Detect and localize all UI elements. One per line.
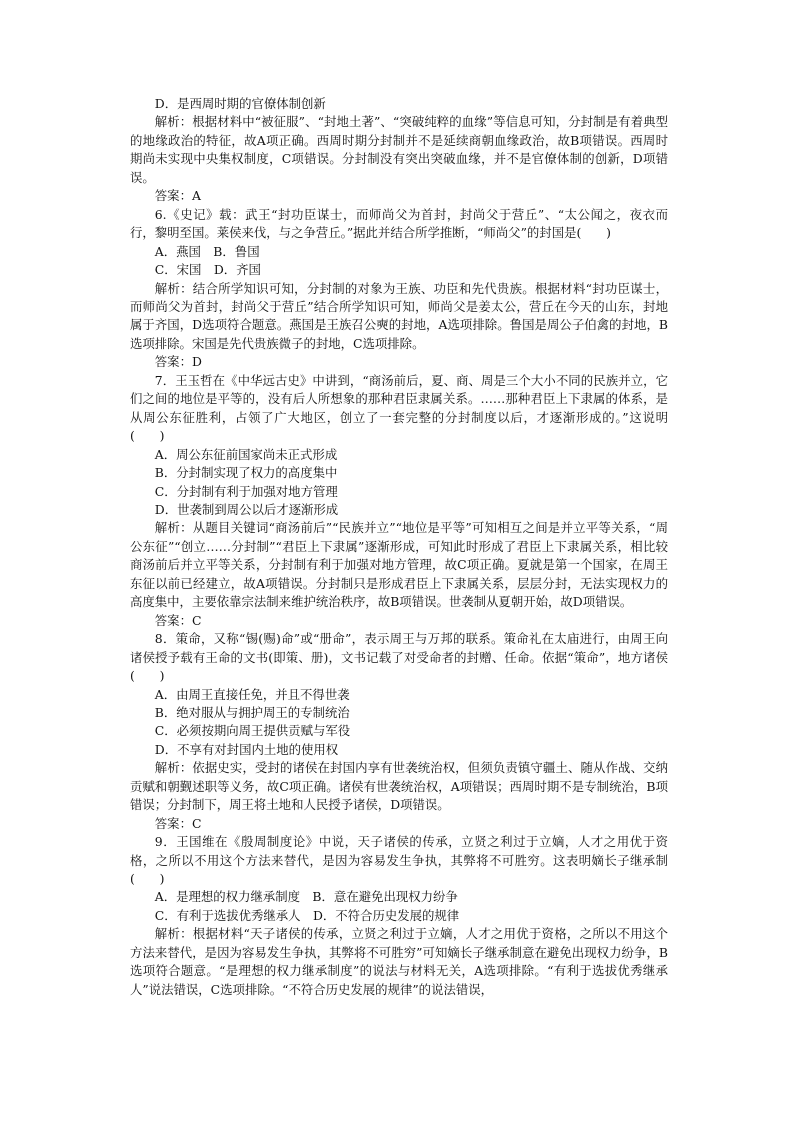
q8-analysis: 解析：依据史实，受封的诸侯在封国内享有世袭统治权，但须负责镇守疆土、随从作战、交纳贡赋和朝觐述职等义务，故C项正确。诸侯有世袭统治权，A项错误；西周时期不是专制统治，B项错误；分封制下，周王将土地和人民授予诸侯，D项错误。 (130, 760, 668, 813)
q8-stem: 8．策命，又称“锡(赐)命”或“册命”，表示周王与万邦的联系。策命礼在太庙进行，由周王向诸侯授予载有王命的文书(即策、册)，文书记载了对受命者的封赠、任命。依据“策命”，地方诸侯( ) (130, 631, 668, 684)
q6-answer: 答案：D (154, 354, 202, 370)
q6-stem: 6.《史记》载：武王“封功臣谋士，而师尚父为首封，封尚父于营丘”、“太公闻之，夜衣而行，黎明至国。莱侯来伐，与之争营丘。”据此并结合所学推断，“师尚父”的封国是( ) (130, 206, 668, 241)
q8-answer: 答案：C (154, 815, 202, 831)
q6-analysis: 解析：结合所学知识可知，分封制的对象为王族、功臣和先代贵族。根据材料“封功臣谋士，而师尚父为首封，封尚父于营丘”结合所学知识可知，师尚父是姜太公，营丘在今天的山东，封地属于齐国，D选项符合题意。燕国是王族召公奭的封地，A选项排除。鲁国是周公子伯禽的封地，B选项排除。宋国是先代贵族微子的封地，C选项排除。 (130, 280, 668, 351)
q7-option-d: D．世袭制到周公以后才逐渐形成 (154, 501, 339, 517)
q5-option-d: D．是西周时期的官僚体制创新 (154, 96, 326, 111)
q9-stem: 9．王国维在《殷周制度论》中说，天子诸侯的传承，立贤之利过于立嫡，人才之用优于资格，之所以不用这个方法来替代，是因为容易发生争执，其弊将不可胜穷。这表明嫡长子继承制( ) (130, 834, 668, 887)
q7-answer: 答案：C (154, 612, 202, 628)
document-page (130, 95, 668, 999)
q8-option-a: A．由周王直接任免，并且不得世袭 (154, 686, 350, 702)
q9-options-ab: A．是理想的权力继承制度 B．意在避免出现权力纷争 (154, 889, 458, 905)
q7-option-a: A．周公东征前国家尚未正式形成 (154, 446, 338, 462)
q6-options-ab: A．燕国 B．鲁国 (154, 243, 260, 259)
q5-analysis: 解析：根据材料中“被征服”、“封地土著”、“突破纯粹的血缘”等信息可知，分封制是有着典型的地缘政治的特征，故A项正确。西周时期分封制并不是延续商朝血缘政治，故B项错误。西周时期尚未实现中央集权制度，C项错误。分封制没有突出突破血缘，并不是官僚体制的创新，D项错误。 (130, 114, 668, 185)
q7-option-b: B．分封制实现了权力的高度集中 (154, 465, 338, 481)
q9-options-cd: C．有利于选拔优秀继承人 D．不符合历史发展的规律 (154, 907, 460, 923)
q5-answer: 答案：A (154, 188, 201, 204)
q8-option-d: D．不享有对封国内土地的使用权 (154, 741, 339, 757)
q8-option-c: C．必须按期向周王提供贡赋与军役 (154, 723, 351, 739)
q8-option-b: B．绝对服从与拥护周王的专制统治 (154, 704, 350, 720)
q7-analysis: 解析：从题目关键词“商汤前后”“民族并立”“地位是平等”可知相互之间是并立平等关系，“周公东征”“创立……分封制”“君臣上下隶属”逐渐形成，可知此时形成了君臣上下隶属关系，相比较商汤前后并立平等关系，分封制有利于加强对地方管理，故C项正确。夏就是第一个国家，在周王东征以前已经建立，故A项错误。分封制只是形成君臣上下隶属关系，层层分封，无法实现权力的高度集中，主要依靠宗法制来维护统治秩序，故B项错误。世袭制从夏朝开始，故D项错误。 (130, 520, 668, 610)
q7-stem: 7．王玉哲在《中华远古史》中讲到，“商汤前后，夏、商、周是三个大小不同的民族并立，它们之间的地位是平等的，没有后人所想象的那种君臣隶属关系。……那种君臣上下隶属的体系，是从周公东征胜利，占领了广大地区，创立了一套完整的分封制度以后，才逐渐形成的。”这说明( ) (130, 372, 668, 444)
q7-option-c: C．分封制有利于加强对地方管理 (154, 483, 338, 499)
q9-analysis: 解析：根据材料“天子诸侯的传承，立贤之利过于立嫡，人才之用优于资格，之所以不用这个方法来替代，是因为容易发生争执，其弊将不可胜穷”可知嫡长子继承制意在避免出现权力纷争，B选项符合题意。“是理想的权力继承制度”的说法与材料无关，A选项排除。“有利于选拔优秀继承人”说法错误，C选项排除。“不符合历史发展的规律”的说法错误， (130, 926, 668, 997)
q6-options-cd: C．宋国 D．齐国 (154, 262, 261, 278)
